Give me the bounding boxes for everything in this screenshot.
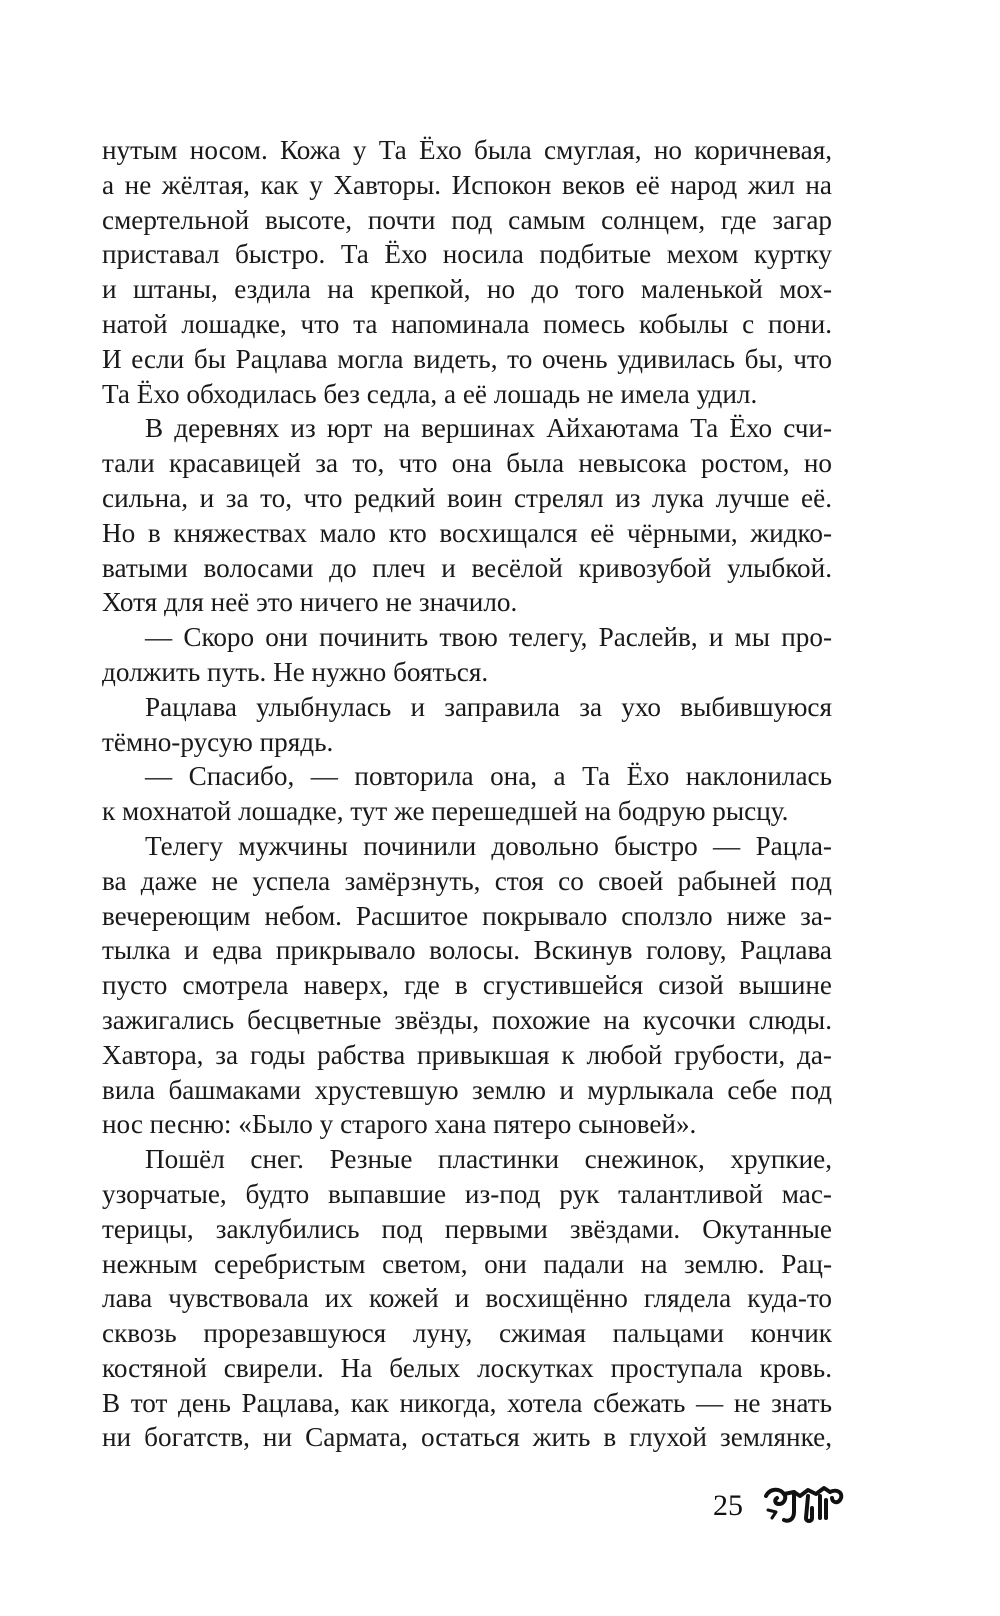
text-line: Телегу мужчины починили довольно быстро — Рацла- (145, 830, 832, 861)
text-line: — Скоро они починить твою телегу, Раслейв, и мы про- (145, 622, 832, 653)
text-line: костяной свирели. На белых лоскутках проступала кровь. (102, 1352, 832, 1383)
text-line: тали красавицей за то, что она была невысока ростом, но (102, 448, 832, 479)
dragon-ornament-icon (760, 1482, 846, 1526)
text-line: Та Ёхо обходилась без седла, а её лошадь не имела удил. (102, 378, 758, 409)
text-line: приставал быстро. Та Ёхо носила подбитые мехом куртку (102, 239, 832, 270)
text-line: Хавтора, за годы рабства привыкшая к любой грубости, да- (102, 1039, 832, 1070)
text-line: узорчатые, будто выпавшие из-под рук талантливой мас- (102, 1178, 832, 1209)
text-line: Пошёл снег. Резные пластинки снежинок, хрупкие, (145, 1144, 832, 1175)
page-number: 25 (713, 1489, 743, 1522)
text-line: ни богатств, ни Сармата, остаться жить в глухой землянке, (102, 1422, 832, 1453)
text-line: нутым носом. Кожа у Та Ёхо была смуглая, но коричневая, (102, 135, 832, 165)
text-line: должить путь. Не нужно бояться. (102, 656, 489, 687)
text-line: нос песню: «Было у старого хана пятеро сыновей». (102, 1109, 697, 1140)
text-line: вила башмаками хрустевшую землю и мурлыкала себе под (102, 1074, 832, 1105)
text-line: тёмно-русую прядь. (102, 726, 334, 757)
page-footer (700, 1476, 860, 1536)
text-line: ватыми волосами до плеч и весёлой кривозубой улыбкой. (102, 552, 832, 583)
text-line: смертельной высоте, почти под самым солнцем, где загар (102, 204, 832, 235)
text-line: натой лошадке, что та напоминала помесь кобылы с пони. (102, 308, 832, 339)
text-line: Рацлава улыбнулась и заправила за ухо выбившуюся (145, 691, 832, 722)
text-line: к мохнатой лошадке, тут же перешедшей на бодрую рысцу. (102, 796, 789, 827)
text-line: сквозь прорезавшуюся луну, сжимая пальцами кончик (102, 1318, 832, 1349)
text-line: ва даже не успела замёрзнуть, стоя со своей рабыней под (102, 865, 832, 896)
text-line: зажигались бесцветные звёзды, похожие на кусочки слюды. (102, 1004, 832, 1035)
text-line: Но в княжествах мало кто восхищался её чёрными, жидко- (102, 517, 832, 548)
text-line: сильна, и за то, что редкий воин стрелял из лука лучше её. (102, 482, 832, 513)
text-line: лава чувствовала их кожей и восхищённо глядела куда-то (102, 1283, 832, 1314)
text-line: Хотя для неё это ничего не значило. (102, 587, 518, 618)
text-line: тылка и едва прикрывало волосы. Вскинув голову, Рацлава (102, 935, 832, 966)
page-text (102, 133, 832, 1455)
text-line: В тот день Рацлава, как никогда, хотела сбежать — не знать (102, 1387, 832, 1418)
text-line: — Спасибо, — повторила она, а Та Ёхо наклонилась (145, 761, 832, 792)
text-line: вечереющим небом. Расшитое покрывало сползло ниже за- (102, 900, 832, 931)
text-line: В деревнях из юрт на вершинах Айхаютама Та Ёхо счи- (145, 413, 832, 444)
text-line: пусто смотрела наверх, где в сгустившейся сизой вышине (102, 970, 832, 1001)
text-line: а не жёлтая, как у Хавторы. Испокон веков её народ жил на (102, 169, 832, 200)
text-line: терицы, заклубились под первыми звёздами. Окутанные (102, 1213, 832, 1244)
text-line: И если бы Рацлава могла видеть, то очень удивилась бы, что (102, 343, 832, 374)
text-line: нежным серебристым светом, они падали на землю. Рац- (102, 1248, 832, 1279)
text-line: и штаны, ездила на крепкой, но до того маленькой мох- (102, 274, 832, 305)
